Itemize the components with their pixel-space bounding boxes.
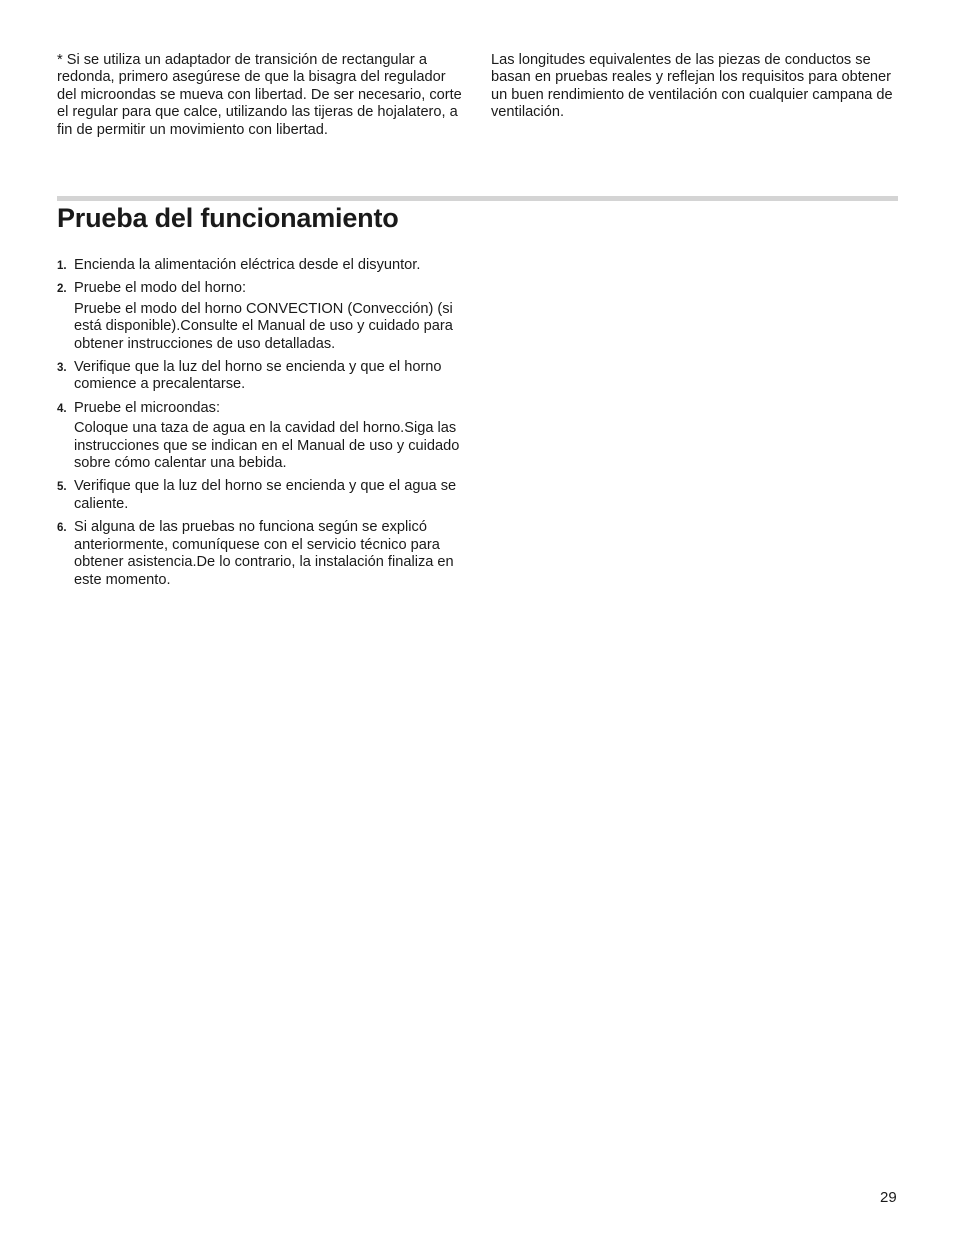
- step-subtext: Pruebe el modo del horno CONVECTION (Convección) (si está disponible).Consulte el Manual de uso y cuidado para obtener instrucciones de uso detalladas.: [74, 300, 453, 352]
- step-text: Pruebe el modo del horno:: [74, 280, 246, 297]
- ducts-note-paragraph: Las longitudes equivalentes de las piezas de conductos se basan en pruebas reales y reflejan los requisitos para obtener un buen rendimiento de ventilación con cualquier campana de ventilación.: [491, 52, 893, 121]
- step-number: 4.: [57, 402, 67, 415]
- step-text: Encienda la alimentación eléctrica desde el disyuntor.: [74, 257, 421, 273]
- section-title: Prueba del funcionamiento: [57, 203, 399, 233]
- step-number: 2.: [57, 283, 67, 296]
- step-number: 6.: [57, 522, 67, 535]
- page-number: 29: [880, 1189, 897, 1206]
- step-subtext: Coloque una taza de agua en la cavidad del horno.Siga las instrucciones que se indican en el Manual de uso y cuidado sobre cómo calentar una bebida.: [74, 420, 460, 472]
- step-item: [57, 359, 467, 394]
- step-number: 5.: [57, 481, 67, 494]
- footnote-paragraph: * Si se utiliza un adaptador de transición de rectangular a redonda, primero asegúrese de que la bisagra del regulador del microondas se mueva con libertad. De ser necesario, corte el regular para que calce, utilizando las tijeras de hojalatero, a fin de permitir un movimiento con libertad.: [57, 52, 462, 138]
- step-text: Si alguna de las pruebas no funciona según se explicó anteriormente, comuníquese con el servicio técnico para obtener asistencia.De lo contrario, la instalación finaliza en este momento.: [74, 519, 454, 588]
- step-item: [57, 519, 467, 589]
- step-item: [57, 400, 467, 473]
- step-item: [57, 280, 467, 353]
- step-text: Verifique que la luz del horno se encienda y que el agua se caliente.: [74, 478, 457, 512]
- step-number: 3.: [57, 362, 67, 375]
- step-text: Pruebe el microondas:: [74, 399, 221, 416]
- step-item: [57, 478, 467, 513]
- step-number: 1.: [57, 260, 67, 272]
- step-item: [57, 257, 467, 274]
- section-divider: [57, 196, 898, 201]
- steps-list: [57, 257, 467, 595]
- step-text: Verifique que la luz del horno se encienda y que el horno comience a precalentarse.: [74, 359, 442, 393]
